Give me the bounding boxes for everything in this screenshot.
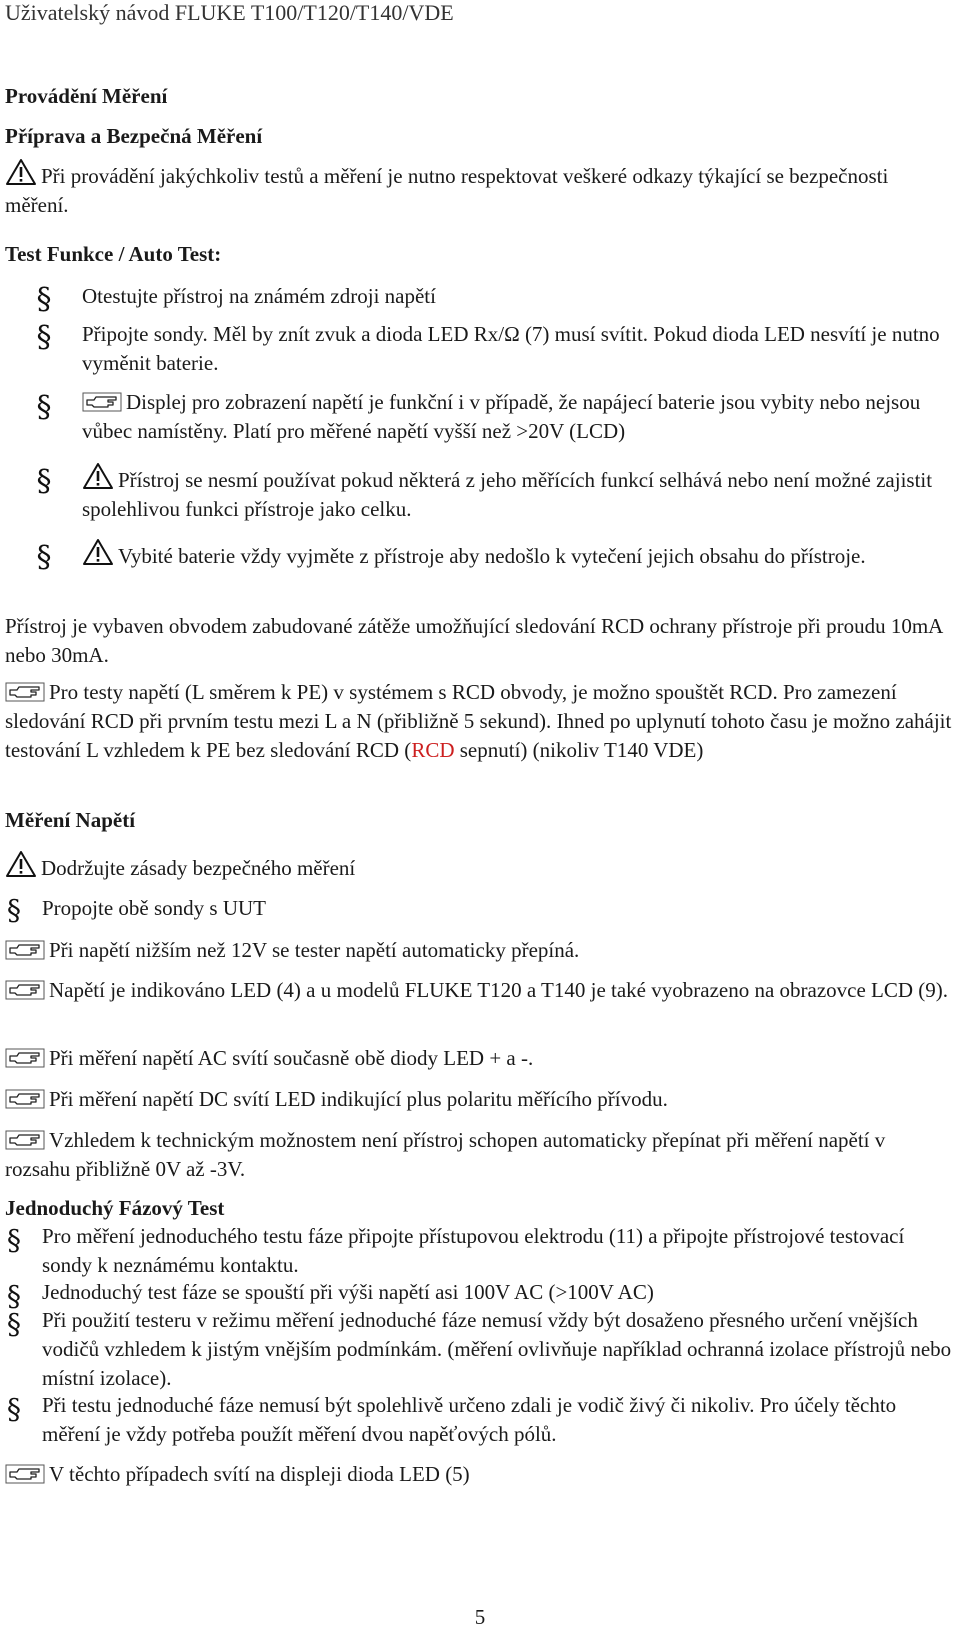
warning-icon (5, 850, 37, 878)
heading-prep: Příprava a Bezpečná Měření (5, 124, 263, 148)
hand-pointer-icon (5, 940, 45, 960)
autotest-item: Otestujte přístroj na známém zdroji napětí (82, 284, 436, 308)
section-bullet-icon (30, 540, 58, 574)
section-bullet-icon (30, 320, 58, 354)
hand-pointer-icon (5, 1464, 45, 1484)
page-number: 5 (474, 1605, 486, 1629)
voltage-item: Napětí je indikováno LED (4) a u modelů FLUKE T120 a T140 je také vyobrazeno na obrazovce LCD (9). (5, 976, 953, 1005)
section-bullet-icon (0, 1308, 28, 1340)
voltage-item: Při napětí nižším než 12V se tester napětí automaticky přepíná. (5, 936, 953, 965)
hand-pointer-icon (5, 1048, 45, 1068)
phase-item: Pro měření jednoduchého testu fáze připojte přístupovou elektrodu (11) a připojte přístrojové testovací sondy k neznámému kontaktu. (42, 1224, 905, 1277)
hand-pointer-icon (5, 980, 45, 1000)
hand-pointer-icon (5, 1089, 45, 1109)
voltage-item: Při měření napětí AC svítí současně obě diody LED + a -. (5, 1044, 953, 1073)
hand-pointer-icon (5, 682, 45, 702)
safety-note-text: Při provádění jakýchkoliv testů a měření je nutno respektovat veškeré odkazy týkající se bezpečnosti měření. (5, 164, 889, 217)
warning-icon (5, 158, 37, 186)
phase-item: Při použití testeru v režimu měření jednoduché fáze nemusí vždy být dosaženo přesného určení vnějších vodičů vzhledem k jistým vnějším podmínkám. (měření ovlivňuje například ochranná izolace přístrojů nebo místní izolace). (42, 1308, 952, 1390)
section-bullet-icon (0, 1393, 28, 1425)
rcd-paragraph: Přístroj je vybaven obvodem zabudované zátěže umožňující sledování RCD ochrany přístroje při proudu 10mA nebo 30mA. (5, 614, 943, 667)
safety-note (5, 158, 953, 220)
voltage-item: Vzhledem k technickým možnostem není přístroj schopen automaticky přepínat při měření napětí v rozsahu přibližně 0V až -3V. (5, 1128, 886, 1181)
hand-pointer-icon (82, 392, 122, 412)
voltage-item: Propojte obě sondy s UUT (42, 896, 266, 920)
heading-autotest: Test Funkce / Auto Test: (5, 242, 222, 266)
hand-pointer-icon (5, 1130, 45, 1150)
autotest-item: Připojte sondy. Měl by znít zvuk a dioda LED Rx/Ω (7) musí svítit. Pokud dioda LED nesvítí je nutno vyměnit baterie. (82, 322, 940, 375)
phase-item: Při testu jednoduché fáze nemusí být spolehlivě určeno zdali je vodič živý či nikoliv. Pro účely těchto měření je vždy potřeba použít měření dvou napěťových pólů. (42, 1393, 897, 1446)
phase-item: Jednoduchý test fáze se spouští při výši napětí asi 100V AC (>100V AC) (42, 1280, 654, 1304)
section-bullet-icon (30, 282, 58, 316)
autotest-item: Vybité baterie vždy vyjměte z přístroje aby nedošlo k vytečení jejich obsahu do přístroje. (82, 538, 956, 571)
section-bullet-icon (0, 894, 28, 926)
section-bullet-icon (0, 1224, 28, 1256)
heading-main: Provádění Měření (5, 84, 168, 108)
rcd-note: Pro testy napětí (L směrem k PE) v systémem s RCD obvody, je možno spouštět RCD. Pro zamezení sledování RCD při prvním testu mezi L a N (přibližně 5 sekund). Ihned po uplynutí tohoto času je možno zahájit testování L vzhledem k PE bez sledování RCD (RCD sepnutí) (nikoliv T140 VDE) (5, 680, 952, 762)
heading-phase: Jednoduchý Fázový Test (5, 1196, 225, 1220)
phase-note: V těchto případech svítí na displeji dioda LED (5) (5, 1460, 953, 1489)
page-header: Uživatelský návod FLUKE T100/T120/T140/VDE (5, 0, 454, 25)
section-bullet-icon (30, 464, 58, 498)
autotest-item: Přístroj se nesmí používat pokud některá z jeho měřících funkcí selhává nebo není možné zajistit spolehlivou funkci přístroje jako celku. (82, 462, 956, 524)
section-bullet-icon (30, 390, 58, 424)
voltage-item: Při měření napětí DC svítí LED indikující plus polaritu měřícího přívodu. (5, 1085, 953, 1114)
voltage-item: Dodržujte zásady bezpečného měření (5, 850, 953, 883)
warning-icon (82, 462, 114, 490)
autotest-item: Displej pro zobrazení napětí je funkční i v případě, že napájecí baterie jsou vybity nebo nejsou vůbec namístěny. Platí pro měřené napětí vyšší než >20V (LCD) (82, 390, 921, 443)
heading-voltage: Měření Napětí (5, 808, 136, 832)
warning-icon (82, 538, 114, 566)
